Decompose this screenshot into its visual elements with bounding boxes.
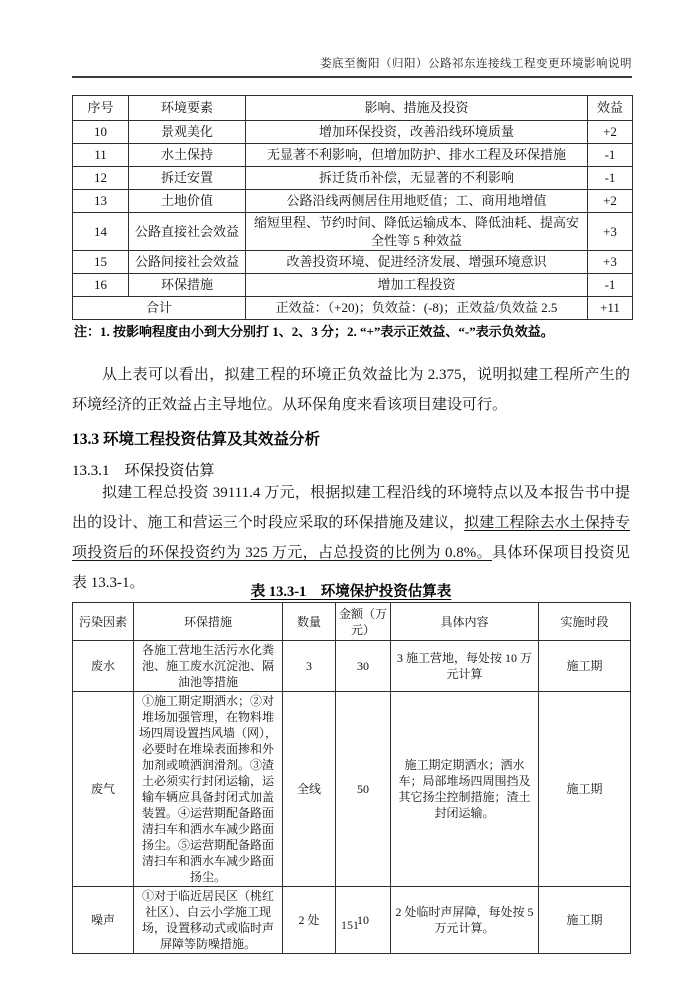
table-note: 注：1. 按影响程度由小到大分别打 1、2、3 分；2. “+”表示正效益、“-”表示负效益。 (74, 324, 554, 339)
table-cell: 公路沿线两侧居住用地贬值；工、商用地增值 (246, 190, 588, 213)
table-cell: 10 (73, 121, 129, 144)
table-row (73, 144, 633, 167)
table-cell: 环保措施 (129, 274, 246, 297)
paragraph-underlined-text: 拟建工程除去水土保持专项投资后的环保投资约为 325 万元，占总投资的比例为 0.8%。 (72, 515, 630, 561)
table-cell: 废气 (73, 692, 134, 887)
table-row (73, 121, 633, 144)
table-cell: 13 (73, 190, 129, 213)
table-cell: +3 (588, 251, 633, 274)
table-cell: 噪声 (73, 887, 134, 954)
table-cell: 16 (73, 274, 129, 297)
table-cell: +2 (588, 121, 633, 144)
investment-table-title: 表 13.3-1 环境保护投资估算表 (250, 584, 452, 600)
table-cell: ①对于临近居民区（桃红社区）、白云小学施工现场，设置移动式或临时声屏障等防噪措施。 (134, 887, 283, 954)
table-cell: 各施工营地生活污水化粪池、施工废水沉淀池、隔油池等措施 (134, 641, 283, 692)
paragraph-text: 拟建工程总投资 39111.4 万元，根据拟建工程沿线的环境特点以及本报告书中提出的设计、施工和营运三个时段应采取的环保措施及建议， (72, 485, 630, 531)
table-cell: -1 (588, 144, 633, 167)
paragraph-conclusion: 从上表可以看出，拟建工程的环境正负效益比为 2.375，说明拟建工程所产生的环境经济的正效益占主导地位。从环保角度来看该项目建设可行。 (72, 367, 630, 413)
table-cell: 增加工程投资 (246, 274, 588, 297)
table-header-cell: 效益 (588, 96, 633, 121)
table-header-cell: 环保措施 (134, 603, 283, 641)
table-total-content: 正效益：（+20)；负效益：(-8)；正效益/负效益 2.5 (246, 297, 588, 320)
table-header-row (73, 96, 633, 121)
benefit-score-table (72, 95, 633, 320)
table-cell: 公路直接社会效益 (129, 213, 246, 251)
table-cell: -1 (588, 167, 633, 190)
table-header-row (73, 603, 631, 641)
paragraph-text: 具体环保项目投资见表 13.3-1。 (72, 545, 630, 591)
table-row (73, 167, 633, 190)
table-cell: 增加环保投资，改善沿线环境质量 (246, 121, 588, 144)
table-cell: 无显著不利影响，但增加防护、排水工程及环保措施 (246, 144, 588, 167)
table-cell: 拆迁货币补偿，无显著的不利影响 (246, 167, 588, 190)
table-header-cell: 序号 (73, 96, 129, 121)
table-cell: 废水 (73, 641, 134, 692)
table-total-label: 合计 (73, 297, 246, 320)
table-header-cell: 金额（万元） (336, 603, 391, 641)
table-cell: 缩短里程、节约时间、降低运输成本、降低油耗、提高安全性等 5 种效益 (246, 213, 588, 251)
table-cell: 2 处临时声屏障，每处按 5 万元计算。 (391, 887, 539, 954)
table-row (73, 692, 631, 887)
header-rule (72, 76, 632, 78)
table-cell: 14 (73, 213, 129, 251)
page-number: 151 (341, 918, 359, 932)
table-cell: 50 (336, 692, 391, 887)
table-header-cell: 影响、措施及投资 (246, 96, 588, 121)
table-cell: 30 (336, 641, 391, 692)
investment-estimate-table (72, 602, 631, 954)
table-row (73, 190, 633, 213)
table-cell: 12 (73, 167, 129, 190)
table-total-row (73, 297, 633, 320)
table-total-benefit: +11 (588, 297, 633, 320)
table-cell: 施工期 (539, 692, 631, 887)
table-cell: 3 (283, 641, 336, 692)
table-cell: 景观美化 (129, 121, 246, 144)
table-cell: 施工期 (539, 641, 631, 692)
table-cell: 施工期定期洒水；洒水车；局部堆场四周围挡及其它扬尘控制措施；渣土封闭运输。 (391, 692, 539, 887)
table-cell: +2 (588, 190, 633, 213)
table-cell: 10 (336, 887, 391, 954)
table-cell: 土地价值 (129, 190, 246, 213)
section-heading-13-3: 13.3 环境工程投资估算及其效益分析 (72, 431, 321, 448)
page-header-title: 娄底至衡阳（归阳）公路祁东连接线工程变更环境影响说明 (320, 58, 632, 70)
table-header-cell: 实施时段 (539, 603, 631, 641)
table-cell: 15 (73, 251, 129, 274)
table-cell: 11 (73, 144, 129, 167)
table-row (73, 251, 633, 274)
table-cell: 水土保持 (129, 144, 246, 167)
table-cell: 3 施工营地，每处按 10 万元计算 (391, 641, 539, 692)
table-row (73, 213, 633, 251)
table-header-cell: 环境要素 (129, 96, 246, 121)
table-cell: 拆迁安置 (129, 167, 246, 190)
subsection-heading-13-3-1: 13.3.1 环保投资估算 (72, 463, 215, 479)
table-header-cell: 具体内容 (391, 603, 539, 641)
table-cell: 全线 (283, 692, 336, 887)
table-cell: 施工期 (539, 887, 631, 954)
table-cell: ①施工期定期洒水；②对堆场加强管理，在物料堆场四周设置挡风墙（网），必要时在堆垛表面掺和外加剂或喷洒润滑剂。③渣土必须实行封闭运输，运输车辆应具备封闭式加盖装置。④运营期配备路面清扫车和洒水车减少路面扬尘。⑤运营期配备路面清扫车和洒水车减少路面扬尘。 (134, 692, 283, 887)
table-row (73, 274, 633, 297)
table-cell: 2 处 (283, 887, 336, 954)
table-header-cell: 数量 (283, 603, 336, 641)
table-cell: 改善投资环境、促进经济发展、增强环境意识 (246, 251, 588, 274)
table-row (73, 641, 631, 692)
table-cell: -1 (588, 274, 633, 297)
table-cell: +3 (588, 213, 633, 251)
table-cell: 公路间接社会效益 (129, 251, 246, 274)
table-header-cell: 污染因素 (73, 603, 134, 641)
